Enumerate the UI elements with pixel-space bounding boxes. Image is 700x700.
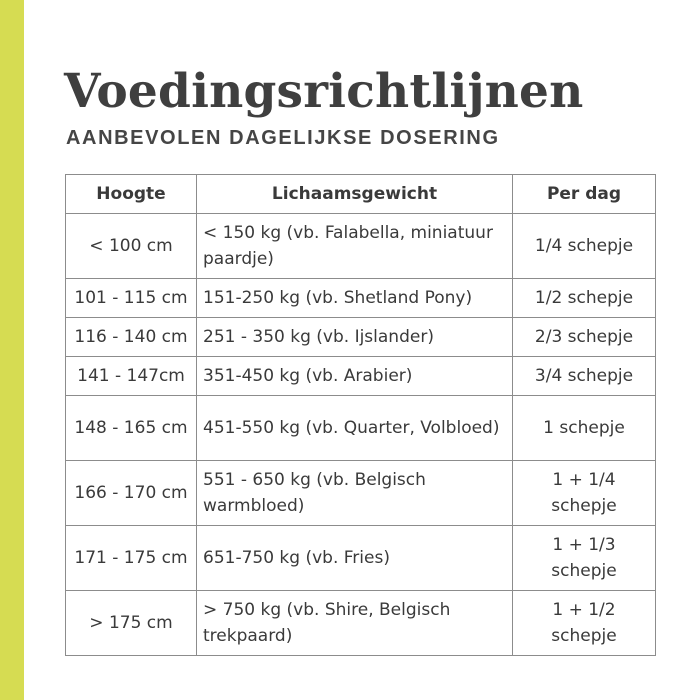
cell-weight: 551 - 650 kg (vb. Belgisch warmbloed): [197, 461, 513, 526]
cell-weight: 151-250 kg (vb. Shetland Pony): [197, 279, 513, 318]
cell-weight: 451-550 kg (vb. Quarter, Volbloed): [197, 396, 513, 461]
page-title: Voedingsrichtlijnen: [64, 64, 584, 119]
cell-height: 116 - 140 cm: [66, 318, 197, 357]
table-row: [66, 526, 656, 591]
table-row: [66, 461, 656, 526]
cell-dose: 1 schepje: [513, 396, 656, 461]
cell-dose: 1 + 1/2 schepje: [513, 591, 656, 656]
table-row: [66, 318, 656, 357]
cell-dose: 3/4 schepje: [513, 357, 656, 396]
cell-dose: 1 + 1/3 schepje: [513, 526, 656, 591]
cell-dose: 1 + 1/4 schepje: [513, 461, 656, 526]
table-row: [66, 357, 656, 396]
cell-weight: < 150 kg (vb. Falabella, miniatuur paardje): [197, 214, 513, 279]
cell-height: 148 - 165 cm: [66, 396, 197, 461]
cell-dose: 2/3 schepje: [513, 318, 656, 357]
cell-weight: 351-450 kg (vb. Arabier): [197, 357, 513, 396]
table-row: [66, 591, 656, 656]
table-row: [66, 279, 656, 318]
cell-weight: 651-750 kg (vb. Fries): [197, 526, 513, 591]
cell-weight: > 750 kg (vb. Shire, Belgisch trekpaard): [197, 591, 513, 656]
cell-height: 141 - 147cm: [66, 357, 197, 396]
cell-height: 101 - 115 cm: [66, 279, 197, 318]
page-subtitle: AANBEVOLEN DAGELIJKSE DOSERING: [66, 127, 500, 149]
header-height: Hoogte: [66, 175, 197, 214]
cell-dose: 1/2 schepje: [513, 279, 656, 318]
cell-height: < 100 cm: [66, 214, 197, 279]
table-header-row: [66, 175, 656, 214]
dosage-table: [65, 174, 656, 656]
accent-bar: [0, 0, 24, 700]
cell-height: > 175 cm: [66, 591, 197, 656]
cell-weight: 251 - 350 kg (vb. Ijslander): [197, 318, 513, 357]
header-per-day: Per dag: [513, 175, 656, 214]
table-row: [66, 214, 656, 279]
cell-height: 171 - 175 cm: [66, 526, 197, 591]
table-row: [66, 396, 656, 461]
cell-height: 166 - 170 cm: [66, 461, 197, 526]
cell-dose: 1/4 schepje: [513, 214, 656, 279]
header-weight: Lichaamsgewicht: [197, 175, 513, 214]
